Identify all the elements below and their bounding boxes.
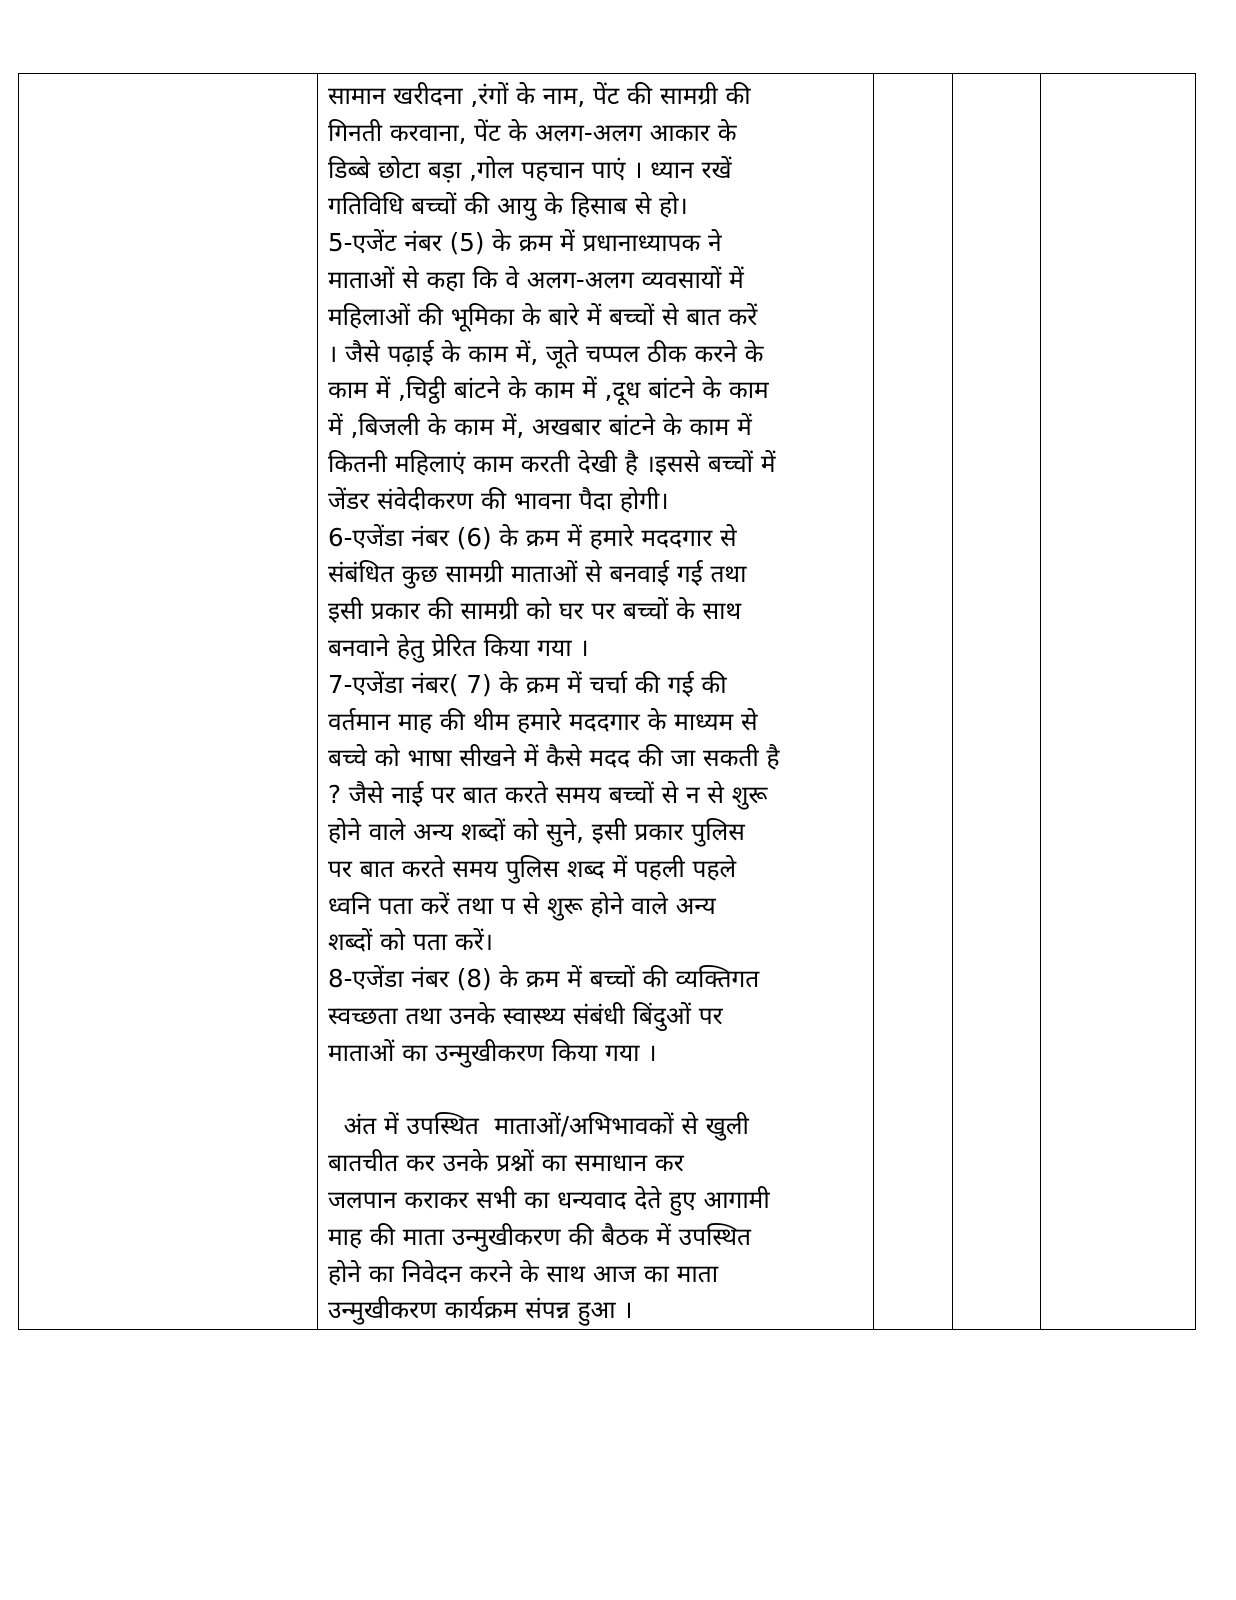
description-text (318, 74, 873, 1329)
text-line: काम में ,चिट्ठी बांटने के काम में ,दूध बांटने के काम (328, 375, 769, 405)
text-line: महिलाओं की भूमिका के बारे में बच्चों से बात करें (328, 301, 758, 331)
text-line: संबंधित कुछ सामग्री माताओं से बनवाई गई तथा (328, 559, 747, 589)
table-cell-empty-4 (953, 74, 1041, 1330)
text-line: बातचीत कर उनके प्रश्नों का समाधान कर (328, 1148, 684, 1178)
text-line: माह की माता उन्मुखीकरण की बैठक में उपस्थित (328, 1221, 751, 1251)
text-line: 5-एजेंट नंबर (5) के क्रम में प्रधानाध्यापक ने (328, 228, 722, 258)
text-line: उन्मुखीकरण कार्यक्रम संपन्न हुआ । (328, 1295, 633, 1325)
text-line: जलपान कराकर सभी का धन्यवाद देते हुए आगामी (328, 1184, 770, 1214)
text-line: अंत में उपस्थित माताओं/अभिभावकों से खुली (328, 1111, 749, 1141)
text-line: इसी प्रकार की सामग्री को घर पर बच्चों के साथ (328, 596, 742, 626)
text-line: बच्चे को भाषा सीखने में कैसे मदद की जा सकती है (328, 743, 780, 773)
text-line: 8-एजेंडा नंबर (8) के क्रम में बच्चों की व्यक्तिगत (328, 964, 760, 994)
text-line: डिब्बे छोटा बड़ा ,गोल पहचान पाएं । ध्यान रखें (328, 154, 732, 184)
text-line: ध्वनि पता करें तथा प से शुरू होने वाले अन्य (328, 890, 716, 920)
text-line: 6-एजेंडा नंबर (6) के क्रम में हमारे मददगार से (328, 522, 737, 552)
text-line: । जैसे पढ़ाई के काम में, जूते चप्पल ठीक करने के (328, 338, 764, 368)
text-line: गतिविधि बच्चों की आयु के हिसाब से हो। (328, 191, 688, 221)
text-line: वर्तमान माह की थीम हमारे मददगार के माध्यम से (328, 706, 758, 736)
table-cell-description (318, 74, 874, 1330)
text-line: माताओं से कहा कि वे अलग-अलग व्यवसायों में (328, 264, 744, 294)
text-line: गिनती करवाना, पेंट के अलग-अलग आकार के (328, 117, 737, 147)
table-cell-empty-3 (874, 74, 953, 1330)
text-line: बनवाने हेतु प्रेरित किया गया । (328, 632, 589, 662)
text-line: सामान खरीदना ,रंगों के नाम, पेंट की सामग्री की (328, 81, 751, 110)
text-line: कितनी महिलाएं काम करती देखी है ।इससे बच्चों में (328, 448, 776, 478)
text-line: जेंडर संवेदीकरण की भावना पैदा होगी। (328, 485, 669, 515)
text-line: होने का निवेदन करने के साथ आज का माता (328, 1258, 719, 1288)
table-row (19, 74, 1196, 1330)
text-line: होने वाले अन्य शब्दों को सुने, इसी प्रकार पुलिस (328, 816, 745, 846)
table-cell-serial (19, 74, 318, 1330)
table-cell-empty-5 (1041, 74, 1196, 1330)
text-line: 7-एजेंडा नंबर( 7) के क्रम में चर्चा की गई की (328, 669, 727, 699)
text-line: पर बात करते समय पुलिस शब्द में पहली पहले (328, 853, 737, 883)
text-line: ? जैसे नाई पर बात करते समय बच्चों से न से शुरू (328, 780, 768, 810)
text-line: में ,बिजली के काम में, अखबार बांटने के काम में (328, 412, 752, 442)
text-line: माताओं का उन्मुखीकरण किया गया । (328, 1037, 657, 1067)
agenda-table (18, 73, 1196, 1330)
text-line: स्वच्छता तथा उनके स्वास्थ्य संबंधी बिंदुओं पर (328, 1000, 723, 1030)
text-line: शब्दों को पता करें। (328, 927, 494, 957)
blank-line (328, 1072, 867, 1109)
